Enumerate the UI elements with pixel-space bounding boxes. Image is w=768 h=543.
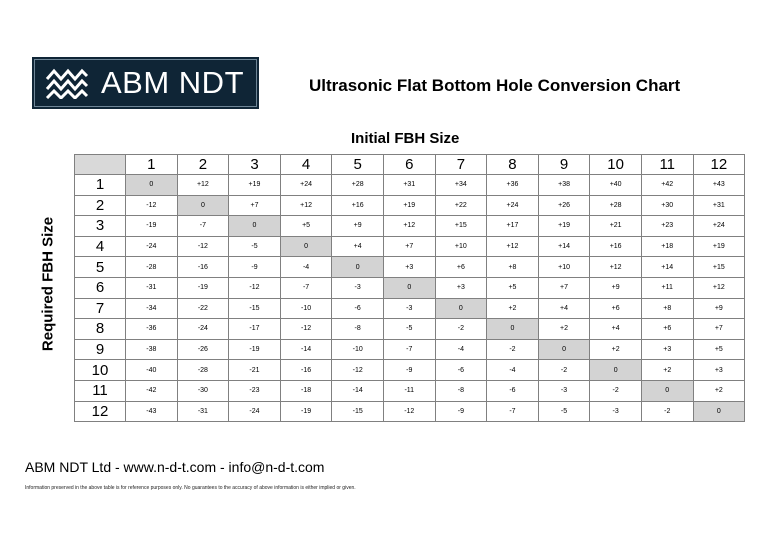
table-cell: +12 bbox=[383, 216, 435, 237]
column-header: 7 bbox=[435, 155, 487, 175]
table-cell: -12 bbox=[332, 360, 384, 381]
table-cell: +6 bbox=[435, 257, 487, 278]
column-header: 5 bbox=[332, 155, 384, 175]
table-cell: -4 bbox=[487, 360, 539, 381]
row-header: 7 bbox=[75, 298, 126, 319]
table-cell: +4 bbox=[538, 298, 590, 319]
table-cell: +15 bbox=[435, 216, 487, 237]
table-cell: +2 bbox=[641, 360, 693, 381]
table-cell: -3 bbox=[332, 277, 384, 298]
row-header: 9 bbox=[75, 339, 126, 360]
table-cell: +5 bbox=[693, 339, 745, 360]
column-header: 1 bbox=[126, 155, 178, 175]
row-header: 2 bbox=[75, 195, 126, 216]
table-cell: +21 bbox=[590, 216, 642, 237]
table-cell: -8 bbox=[435, 380, 487, 401]
table-cell: 0 bbox=[538, 339, 590, 360]
table-cell: +24 bbox=[693, 216, 745, 237]
table-cell: -7 bbox=[383, 339, 435, 360]
table-cell: +40 bbox=[590, 175, 642, 196]
table-cell: +19 bbox=[229, 175, 281, 196]
table-cell: +11 bbox=[641, 277, 693, 298]
table-cell: -3 bbox=[383, 298, 435, 319]
table-cell: -2 bbox=[538, 360, 590, 381]
table-corner-cell bbox=[75, 155, 126, 175]
table-cell: -36 bbox=[126, 319, 178, 340]
row-header: 11 bbox=[75, 380, 126, 401]
table-cell: 0 bbox=[641, 380, 693, 401]
table-cell: -24 bbox=[126, 236, 178, 257]
table-cell: -22 bbox=[177, 298, 229, 319]
table-cell: -10 bbox=[280, 298, 332, 319]
table-cell: -12 bbox=[229, 277, 281, 298]
table-header-row bbox=[75, 155, 745, 175]
table-cell: +31 bbox=[693, 195, 745, 216]
table-cell: +3 bbox=[693, 360, 745, 381]
table-cell: +6 bbox=[590, 298, 642, 319]
table-cell: -5 bbox=[538, 401, 590, 422]
table-cell: -10 bbox=[332, 339, 384, 360]
row-header: 12 bbox=[75, 401, 126, 422]
table-cell: 0 bbox=[332, 257, 384, 278]
table-cell: -5 bbox=[229, 236, 281, 257]
table-cell: +26 bbox=[538, 195, 590, 216]
table-row bbox=[75, 380, 745, 401]
column-header: 4 bbox=[280, 155, 332, 175]
table-cell: -6 bbox=[435, 360, 487, 381]
page-title: Ultrasonic Flat Bottom Hole Conversion Chart bbox=[309, 76, 681, 95]
table-cell: +3 bbox=[435, 277, 487, 298]
table-cell: -18 bbox=[280, 380, 332, 401]
table-cell: +12 bbox=[280, 195, 332, 216]
table-cell: +2 bbox=[590, 339, 642, 360]
table-row bbox=[75, 277, 745, 298]
table-cell: -8 bbox=[332, 319, 384, 340]
table-cell: +2 bbox=[693, 380, 745, 401]
table-cell: -12 bbox=[280, 319, 332, 340]
row-header: 6 bbox=[75, 277, 126, 298]
table-cell: +7 bbox=[229, 195, 281, 216]
table-cell: -16 bbox=[177, 257, 229, 278]
table-cell: -9 bbox=[383, 360, 435, 381]
table-cell: +14 bbox=[538, 236, 590, 257]
table-cell: +14 bbox=[641, 257, 693, 278]
table-cell: +12 bbox=[590, 257, 642, 278]
table-cell: +19 bbox=[538, 216, 590, 237]
table-cell: +7 bbox=[538, 277, 590, 298]
table-cell: 0 bbox=[590, 360, 642, 381]
table-cell: +18 bbox=[641, 236, 693, 257]
table-cell: +15 bbox=[693, 257, 745, 278]
table-cell: +7 bbox=[383, 236, 435, 257]
table-cell: +12 bbox=[487, 236, 539, 257]
table-cell: -12 bbox=[177, 236, 229, 257]
table-cell: +19 bbox=[383, 195, 435, 216]
table-cell: +17 bbox=[487, 216, 539, 237]
table-cell: -38 bbox=[126, 339, 178, 360]
column-header: 9 bbox=[538, 155, 590, 175]
table-cell: +2 bbox=[487, 298, 539, 319]
column-header: 12 bbox=[693, 155, 745, 175]
table-cell: +10 bbox=[538, 257, 590, 278]
table-cell: -15 bbox=[229, 298, 281, 319]
table-cell: -14 bbox=[280, 339, 332, 360]
table-cell: -24 bbox=[177, 319, 229, 340]
table-cell: +2 bbox=[538, 319, 590, 340]
table-cell: -19 bbox=[126, 216, 178, 237]
table-cell: +9 bbox=[693, 298, 745, 319]
table-row bbox=[75, 298, 745, 319]
table-cell: +12 bbox=[693, 277, 745, 298]
table-cell: -9 bbox=[229, 257, 281, 278]
table-cell: +4 bbox=[332, 236, 384, 257]
logo-text: ABM NDT bbox=[101, 65, 244, 100]
row-axis-label: Required FBH Size bbox=[39, 216, 57, 352]
table-cell: +36 bbox=[487, 175, 539, 196]
abm-ndt-logo bbox=[32, 57, 259, 109]
table-cell: 0 bbox=[693, 401, 745, 422]
table-row bbox=[75, 216, 745, 237]
table-cell: -17 bbox=[229, 319, 281, 340]
table-cell: -34 bbox=[126, 298, 178, 319]
table-cell: 0 bbox=[487, 319, 539, 340]
table-row bbox=[75, 339, 745, 360]
table-cell: +34 bbox=[435, 175, 487, 196]
row-header: 4 bbox=[75, 236, 126, 257]
table-cell: +28 bbox=[590, 195, 642, 216]
table-cell: +12 bbox=[177, 175, 229, 196]
column-header: 8 bbox=[487, 155, 539, 175]
column-header: 10 bbox=[590, 155, 642, 175]
table-cell: -31 bbox=[177, 401, 229, 422]
table-cell: +4 bbox=[590, 319, 642, 340]
table-row bbox=[75, 401, 745, 422]
column-axis-label: Initial FBH Size bbox=[351, 130, 460, 147]
table-cell: -7 bbox=[280, 277, 332, 298]
table-cell: +38 bbox=[538, 175, 590, 196]
table-cell: +42 bbox=[641, 175, 693, 196]
table-cell: -14 bbox=[332, 380, 384, 401]
table-row bbox=[75, 236, 745, 257]
table-cell: -28 bbox=[177, 360, 229, 381]
table-cell: +9 bbox=[332, 216, 384, 237]
table-row bbox=[75, 257, 745, 278]
table-cell: +6 bbox=[641, 319, 693, 340]
table-cell: +3 bbox=[383, 257, 435, 278]
table-cell: -12 bbox=[383, 401, 435, 422]
waves-icon bbox=[45, 67, 89, 99]
table-cell: -11 bbox=[383, 380, 435, 401]
table-cell: -40 bbox=[126, 360, 178, 381]
table-cell: -28 bbox=[126, 257, 178, 278]
table-cell: -4 bbox=[280, 257, 332, 278]
table-cell: 0 bbox=[435, 298, 487, 319]
row-header: 8 bbox=[75, 319, 126, 340]
table-cell: +24 bbox=[280, 175, 332, 196]
column-header: 6 bbox=[383, 155, 435, 175]
table-cell: +5 bbox=[280, 216, 332, 237]
row-header: 10 bbox=[75, 360, 126, 381]
table-cell: +28 bbox=[332, 175, 384, 196]
table-cell: -19 bbox=[280, 401, 332, 422]
table-cell: +7 bbox=[693, 319, 745, 340]
row-header: 5 bbox=[75, 257, 126, 278]
table-row bbox=[75, 175, 745, 196]
table-cell: +43 bbox=[693, 175, 745, 196]
table-cell: -4 bbox=[435, 339, 487, 360]
table-cell: -26 bbox=[177, 339, 229, 360]
table-cell: -2 bbox=[435, 319, 487, 340]
table-cell: -23 bbox=[229, 380, 281, 401]
table-cell: -6 bbox=[487, 380, 539, 401]
column-header: 11 bbox=[641, 155, 693, 175]
table-row bbox=[75, 360, 745, 381]
table-cell: -2 bbox=[487, 339, 539, 360]
table-cell: +31 bbox=[383, 175, 435, 196]
table-cell: 0 bbox=[177, 195, 229, 216]
table-row bbox=[75, 319, 745, 340]
table-cell: -24 bbox=[229, 401, 281, 422]
table-cell: +5 bbox=[487, 277, 539, 298]
table-cell: -2 bbox=[590, 380, 642, 401]
column-header: 2 bbox=[177, 155, 229, 175]
table-cell: -6 bbox=[332, 298, 384, 319]
table-cell: +30 bbox=[641, 195, 693, 216]
table-cell: -21 bbox=[229, 360, 281, 381]
footer-contact: ABM NDT Ltd - www.n-d-t.com - info@n-d-t.com bbox=[25, 459, 325, 475]
table-cell: 0 bbox=[280, 236, 332, 257]
table-cell: -2 bbox=[641, 401, 693, 422]
row-header: 1 bbox=[75, 175, 126, 196]
table-cell: +16 bbox=[590, 236, 642, 257]
table-row bbox=[75, 195, 745, 216]
table-cell: +19 bbox=[693, 236, 745, 257]
table-cell: -19 bbox=[229, 339, 281, 360]
column-header: 3 bbox=[229, 155, 281, 175]
table-cell: -30 bbox=[177, 380, 229, 401]
table-cell: -9 bbox=[435, 401, 487, 422]
table-cell: -12 bbox=[126, 195, 178, 216]
table-cell: -7 bbox=[487, 401, 539, 422]
table-cell: +22 bbox=[435, 195, 487, 216]
table-cell: -19 bbox=[177, 277, 229, 298]
table-cell: +16 bbox=[332, 195, 384, 216]
table-cell: 0 bbox=[126, 175, 178, 196]
table-cell: +8 bbox=[641, 298, 693, 319]
table-cell: +23 bbox=[641, 216, 693, 237]
disclaimer-text: Information preserved in the above table is for reference purposes only. No guarantees to the accuracy of above information is either implied or given. bbox=[25, 485, 356, 491]
table-cell: +24 bbox=[487, 195, 539, 216]
table-cell: +9 bbox=[590, 277, 642, 298]
table-cell: +10 bbox=[435, 236, 487, 257]
table-cell: -3 bbox=[590, 401, 642, 422]
table-cell: -16 bbox=[280, 360, 332, 381]
table-cell: 0 bbox=[383, 277, 435, 298]
conversion-table bbox=[74, 154, 745, 422]
table-cell: +8 bbox=[487, 257, 539, 278]
table-cell: -15 bbox=[332, 401, 384, 422]
table-cell: -5 bbox=[383, 319, 435, 340]
table-cell: +3 bbox=[641, 339, 693, 360]
row-header: 3 bbox=[75, 216, 126, 237]
table-cell: -7 bbox=[177, 216, 229, 237]
table-cell: -43 bbox=[126, 401, 178, 422]
table-cell: -42 bbox=[126, 380, 178, 401]
table-cell: -3 bbox=[538, 380, 590, 401]
table-cell: 0 bbox=[229, 216, 281, 237]
table-cell: -31 bbox=[126, 277, 178, 298]
